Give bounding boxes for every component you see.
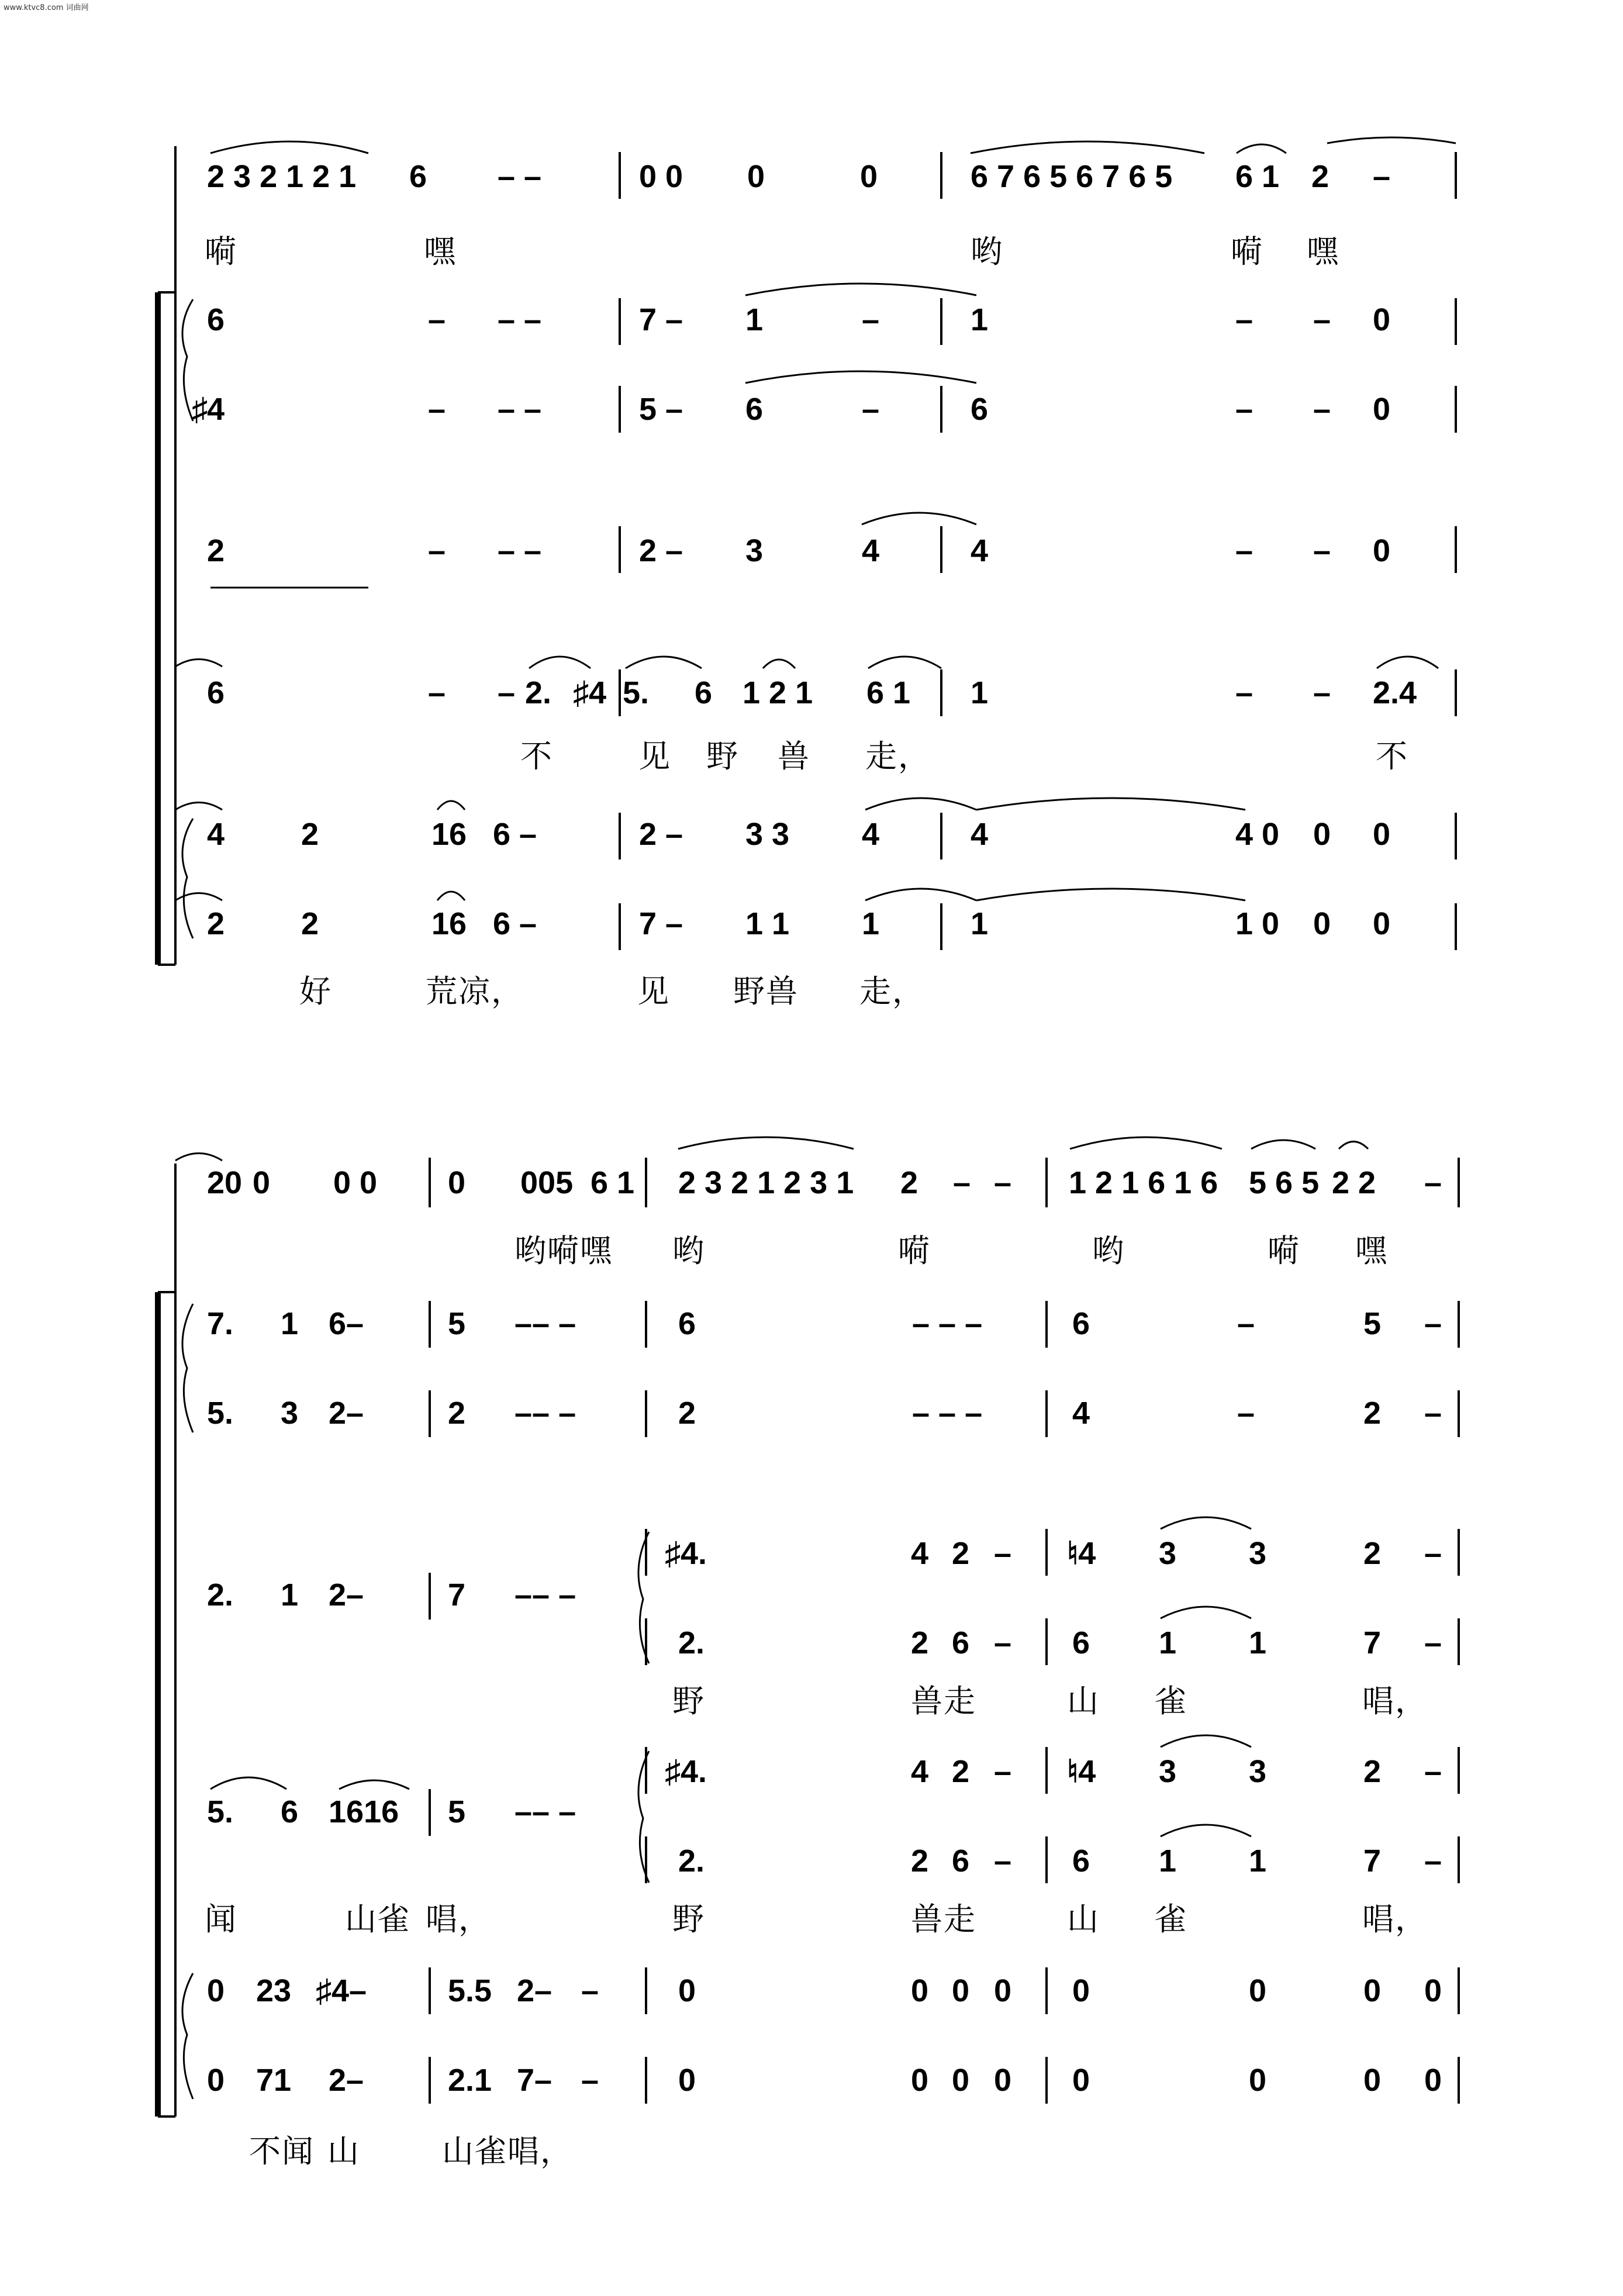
note-cell: 1 2 1 6 1 6 <box>1069 1165 1218 1200</box>
note-cell: – <box>1235 533 1253 568</box>
note-cell: 23 <box>256 1973 292 2008</box>
note-cell: 2 <box>911 1843 929 1879</box>
note-cell: 4 0 <box>1235 817 1280 852</box>
note-cell: – <box>1424 1396 1442 1431</box>
note-cell: ♯4– <box>316 1973 367 2008</box>
lyric-text: 嗬 <box>205 233 237 270</box>
note-cell: 7 <box>1363 1625 1382 1660</box>
note-cell: –– – <box>514 1577 576 1613</box>
note-cell: 6 1 <box>1235 159 1280 194</box>
lyric-text: 雀 <box>1155 1901 1187 1938</box>
note-cell: 3 <box>745 533 764 568</box>
note-cell: 0 <box>678 1973 696 2008</box>
note-cell: 6 – <box>493 906 537 941</box>
lyric-text: 荒凉， <box>426 973 524 1010</box>
note-cell: – <box>994 1843 1012 1879</box>
slur <box>678 1137 854 1149</box>
note-cell: – <box>1235 675 1253 710</box>
note-cell: – – – <box>912 1396 983 1431</box>
note-cell: 0 <box>1072 1973 1090 2008</box>
note-cell: 0 <box>1373 533 1391 568</box>
brace <box>638 1532 649 1663</box>
note-cell: – <box>498 675 516 710</box>
slur <box>1339 1142 1368 1149</box>
slur <box>1161 1825 1251 1836</box>
note-cell: 5. <box>207 1794 234 1829</box>
slur <box>1161 1517 1251 1529</box>
lyric-text: 哟 <box>971 233 1003 270</box>
note-cell: 5. <box>207 1396 234 1431</box>
lyric-text: 山 <box>1067 1901 1100 1938</box>
brace <box>182 1304 193 1432</box>
note-cell: 1 <box>1249 1625 1267 1660</box>
note-cell: 6 <box>409 159 427 194</box>
note-cell: 4 <box>207 817 225 852</box>
lyric-text: 嗬 <box>1231 233 1263 270</box>
note-cell: 6 <box>695 675 713 710</box>
slur <box>1327 137 1456 143</box>
note-cell: 5. <box>623 675 650 710</box>
note-cell: – – <box>498 159 542 194</box>
lyric-text: 不闻 <box>249 2133 315 2170</box>
note-cell: 0 <box>1072 2063 1090 2098</box>
note-cell: 0 <box>1313 906 1331 941</box>
note-cell: 20 <box>207 1165 243 1200</box>
note-cell: 5.5 <box>448 1973 492 2008</box>
note-cell: ♯ <box>192 392 208 427</box>
note-cell: 1 <box>1159 1625 1177 1660</box>
note-cell: 0 <box>207 2063 225 2098</box>
note-cell: – <box>1313 302 1331 337</box>
lyric-text: 兽 <box>778 738 810 775</box>
note-cell: 0 <box>1313 817 1331 852</box>
lyric-text: 山 <box>327 2133 360 2170</box>
lyric-text: 哟嗬嘿 <box>514 1232 613 1269</box>
lyric-text: 野兽 <box>733 973 799 1010</box>
slur <box>339 1780 409 1789</box>
note-cell: 3 <box>1159 1754 1177 1789</box>
note-cell: 6 <box>207 302 225 337</box>
note-cell: 0 <box>860 159 878 194</box>
lyric-text: 唱， <box>1362 1901 1428 1938</box>
lyric-text: 嗬 <box>898 1232 931 1269</box>
lyric-text: 哟 <box>672 1232 705 1269</box>
lyric-text: 野 <box>706 738 739 775</box>
note-cell: 2 3 2 1 2 1 <box>207 159 357 194</box>
slur <box>976 889 1245 900</box>
note-cell: 6 <box>678 1306 696 1341</box>
note-cell: 005 <box>520 1165 574 1200</box>
lyric-text: 野 <box>672 1901 705 1938</box>
note-cell: 1 <box>281 1306 299 1341</box>
lyric-text: 山雀 <box>345 1901 410 1938</box>
slur <box>763 660 795 668</box>
note-cell: 0 <box>448 1165 466 1200</box>
note-cell: 6 – <box>493 817 537 852</box>
note-cell: 2.4 <box>1373 675 1417 710</box>
note-cell: 2. <box>207 1577 234 1613</box>
note-cell: 0 <box>747 159 765 194</box>
note-cell: 5 – <box>639 392 683 427</box>
lyric-text: 走， <box>865 738 931 775</box>
note-cell: ♮4 <box>1067 1754 1096 1789</box>
slur <box>210 141 368 153</box>
slur <box>175 1154 222 1161</box>
note-cell: 16 <box>431 817 467 852</box>
note-cell: 1 <box>971 906 989 941</box>
note-cell: 1 0 <box>1235 906 1280 941</box>
lyric-text: 嗬 <box>1268 1232 1300 1269</box>
slur <box>175 893 222 901</box>
note-cell: –– – <box>514 1396 576 1431</box>
lyric-text: 兽走 <box>911 1683 976 1720</box>
slur <box>971 141 1204 153</box>
note-cell: 4 <box>207 392 225 427</box>
note-cell: 4 <box>862 533 880 568</box>
note-cell: – <box>862 302 880 337</box>
note-cell: 2 <box>900 1165 918 1200</box>
note-cell: 2 <box>678 1396 696 1431</box>
note-cell: 6 <box>952 1843 970 1879</box>
note-cell: – – – <box>912 1306 983 1341</box>
note-cell: 1 <box>745 302 764 337</box>
note-cell: 1 <box>971 302 989 337</box>
slur <box>529 657 591 668</box>
slur <box>1251 1140 1315 1149</box>
watermark: www.ktvc8.com 词曲网 <box>4 4 89 12</box>
note-cell: 2 <box>911 1625 929 1660</box>
note-cell: 7 – <box>639 302 683 337</box>
note-cell: 0 <box>952 2063 970 2098</box>
note-cell: 6 7 6 5 6 7 6 5 <box>971 159 1173 194</box>
note-cell: – <box>953 1165 971 1200</box>
note-cell: 2. <box>678 1843 705 1879</box>
lyric-text: 嘿 <box>1307 233 1339 270</box>
note-cell: 0 <box>1363 2063 1382 2098</box>
note-cell: 6 <box>1072 1625 1090 1660</box>
note-cell: 2– <box>517 1973 552 2008</box>
note-cell: – <box>428 392 446 427</box>
note-cell: – – <box>498 533 542 568</box>
note-cell: – <box>1424 1165 1442 1200</box>
note-cell: 1 <box>281 1577 299 1613</box>
lyric-text: 嘿 <box>424 233 457 270</box>
note-cell: 4 <box>911 1754 929 1789</box>
note-cell: 0 <box>1249 2063 1267 2098</box>
note-cell: 0 <box>1424 1973 1442 2008</box>
note-cell: 6– <box>329 1306 364 1341</box>
note-cell: 6 <box>207 675 225 710</box>
note-cell: – <box>428 675 446 710</box>
note-cell: 3 <box>1249 1754 1267 1789</box>
note-cell: – <box>1237 1306 1255 1341</box>
note-cell: 1 <box>862 906 880 941</box>
lyric-text: 不 <box>520 738 553 775</box>
note-cell: 6 1 <box>591 1165 635 1200</box>
note-cell: 5 6 5 <box>1249 1165 1320 1200</box>
slur <box>175 803 222 810</box>
note-cell: ♮4 <box>1067 1536 1096 1571</box>
note-cell: 6 <box>1072 1843 1090 1879</box>
note-cell: 0 <box>1373 302 1391 337</box>
note-cell: ♯4 <box>573 675 607 710</box>
note-cell: 0 <box>1373 906 1391 941</box>
note-cell: –– – <box>514 1794 576 1829</box>
note-cell: 2 <box>207 533 225 568</box>
note-cell: – <box>1313 533 1331 568</box>
note-cell: – <box>1235 302 1253 337</box>
note-cell: 7 <box>448 1577 466 1613</box>
slur <box>862 513 976 524</box>
note-cell: 7 – <box>639 906 683 941</box>
note-cell: 0 <box>994 2063 1012 2098</box>
note-cell: 0 <box>1373 817 1391 852</box>
note-cell: 2.1 <box>448 2063 492 2098</box>
note-cell: 16 <box>431 906 467 941</box>
note-cell: 71 <box>256 2063 292 2098</box>
note-cell: – <box>1373 159 1391 194</box>
note-cell: 1 1 <box>745 906 790 941</box>
note-cell: 0 <box>994 1973 1012 2008</box>
note-cell: – – <box>498 392 542 427</box>
note-cell: – <box>581 1973 599 2008</box>
lyric-text: 不 <box>1376 738 1408 775</box>
note-cell: 3 3 <box>745 817 790 852</box>
note-cell: – <box>862 392 880 427</box>
slur <box>175 660 222 667</box>
slur <box>210 1777 286 1789</box>
note-cell: – <box>428 533 446 568</box>
slur <box>865 889 976 900</box>
brace <box>182 1973 193 2099</box>
note-cell: 2– <box>329 1396 364 1431</box>
note-cell: 2– <box>329 1577 364 1613</box>
note-cell: 2 <box>301 817 319 852</box>
note-cell: 2– <box>329 2063 364 2098</box>
note-cell: 0 <box>911 1973 929 2008</box>
note-cell: 2 <box>301 906 319 941</box>
note-cell: 0 <box>1373 392 1391 427</box>
note-cell: 0 <box>678 2063 696 2098</box>
note-cell: 2 <box>1363 1754 1382 1789</box>
note-cell: – <box>1424 1625 1442 1660</box>
slur <box>865 798 976 810</box>
note-cell: 4 <box>862 817 880 852</box>
note-cell: 2 – <box>639 533 683 568</box>
note-cell: 5 <box>1363 1306 1382 1341</box>
note-cell: – <box>581 2063 599 2098</box>
slur <box>868 657 941 668</box>
note-cell: – <box>994 1625 1012 1660</box>
note-cell: 1 <box>1159 1843 1177 1879</box>
note-cell: 6 <box>952 1625 970 1660</box>
note-cell: – <box>1313 675 1331 710</box>
lyric-text: 山雀唱， <box>442 2133 573 2170</box>
note-cell: 2 <box>1363 1396 1382 1431</box>
note-cell: 2 <box>1311 159 1330 194</box>
slur <box>745 284 976 295</box>
note-cell: 1616 <box>329 1794 399 1829</box>
note-cell: 6 <box>281 1794 299 1829</box>
note-cell: 3 <box>1249 1536 1267 1571</box>
lyric-text: 山 <box>1067 1683 1100 1720</box>
lyric-text: 好 <box>299 973 332 1010</box>
lyric-text: 兽走 <box>911 1901 976 1938</box>
note-cell: 0 <box>1363 1973 1382 2008</box>
lyric-text: 唱， <box>426 1901 491 1938</box>
slur <box>745 371 976 383</box>
note-cell: 6 <box>971 392 989 427</box>
note-cell: 1 <box>1249 1843 1267 1879</box>
note-cell: 0 <box>1249 1973 1267 2008</box>
note-cell: – <box>1235 392 1253 427</box>
note-cell: 0 <box>952 1973 970 2008</box>
note-cell: 7– <box>517 2063 552 2098</box>
slur <box>437 892 465 900</box>
lyric-text: 走， <box>859 973 925 1010</box>
note-cell: –– – <box>514 1306 576 1341</box>
note-cell: 2. <box>678 1625 705 1660</box>
slur <box>437 801 465 810</box>
note-cell: 2 <box>448 1396 466 1431</box>
lyric-text: 闻 <box>205 1901 237 1938</box>
note-cell: – <box>994 1165 1012 1200</box>
note-cell: 6 1 <box>866 675 911 710</box>
lyric-text: 雀 <box>1155 1683 1187 1720</box>
note-cell: 2 3 2 1 2 3 1 <box>678 1165 854 1200</box>
brace <box>638 1751 649 1883</box>
lyric-text: 嘿 <box>1355 1232 1388 1269</box>
note-cell: 2. <box>525 675 552 710</box>
note-cell: 7. <box>207 1306 234 1341</box>
note-cell: 2 <box>952 1536 970 1571</box>
slur <box>1237 144 1286 153</box>
note-cell: 2 – <box>639 817 683 852</box>
note-cell: 1 2 1 <box>743 675 813 710</box>
lyric-text: 哟 <box>1092 1232 1125 1269</box>
note-cell: – <box>1424 1754 1442 1789</box>
slur <box>1161 1735 1251 1747</box>
note-cell: 2 <box>952 1754 970 1789</box>
note-cell: 0 <box>253 1165 271 1200</box>
note-cell: – – <box>498 302 542 337</box>
note-cell: – <box>1424 1536 1442 1571</box>
lyric-text: 见 <box>638 738 671 775</box>
note-cell: 0 0 <box>639 159 683 194</box>
brace <box>182 819 193 938</box>
note-cell: – <box>994 1754 1012 1789</box>
slur <box>1070 1137 1222 1149</box>
note-cell: ♯4. <box>665 1536 707 1571</box>
note-cell: – <box>428 302 446 337</box>
slur <box>626 657 702 668</box>
note-cell: 0 <box>207 1973 225 2008</box>
note-cell: 2 <box>1363 1536 1382 1571</box>
note-cell: 5 <box>448 1794 466 1829</box>
note-cell: 2 2 <box>1332 1165 1376 1200</box>
note-cell: 6 <box>745 392 764 427</box>
note-cell: 1 <box>971 675 989 710</box>
note-cell: 0 0 <box>333 1165 378 1200</box>
note-cell: 0 <box>911 2063 929 2098</box>
note-cell: – <box>1424 1843 1442 1879</box>
note-cell: ♯4. <box>665 1754 707 1789</box>
note-cell: 3 <box>1159 1536 1177 1571</box>
note-cell: 0 <box>1424 2063 1442 2098</box>
note-cell: 4 <box>971 533 989 568</box>
note-cell: – <box>1313 392 1331 427</box>
note-cell: 2 <box>207 906 225 941</box>
note-cell: 6 <box>1072 1306 1090 1341</box>
lyric-text: 唱， <box>1362 1683 1428 1720</box>
note-cell: 4 <box>911 1536 929 1571</box>
slur <box>976 798 1245 810</box>
note-cell: 7 <box>1363 1843 1382 1879</box>
slur <box>1377 657 1438 668</box>
note-cell: 5 <box>448 1306 466 1341</box>
lyric-text: 见 <box>637 973 670 1010</box>
lyric-text: 野 <box>672 1683 705 1720</box>
note-cell: – <box>994 1536 1012 1571</box>
note-cell: 3 <box>281 1396 299 1431</box>
slur <box>1161 1607 1251 1618</box>
note-cell: – <box>1424 1306 1442 1341</box>
note-cell: 4 <box>1072 1396 1090 1431</box>
note-cell: 4 <box>971 817 989 852</box>
note-cell: – <box>1237 1396 1255 1431</box>
